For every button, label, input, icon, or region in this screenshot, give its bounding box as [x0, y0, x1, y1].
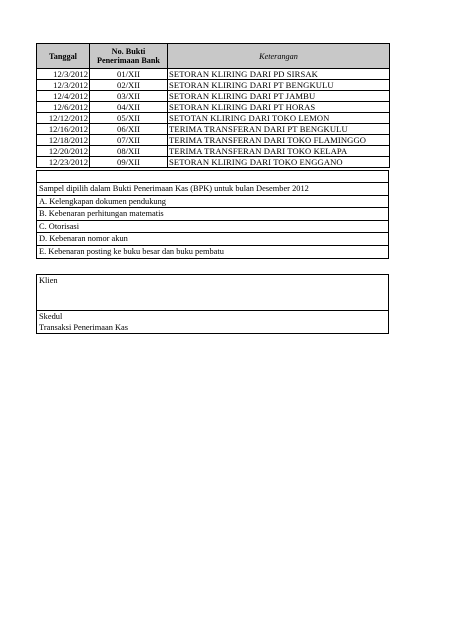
- klien-label: Klien: [39, 275, 58, 285]
- cell-keterangan: TERIMA TRANSFERAN DARI PT BENGKULU: [168, 124, 390, 135]
- blank-row: [36, 170, 389, 183]
- table-row: [37, 124, 390, 135]
- header-tanggal: Tanggal: [37, 44, 90, 69]
- spacer: [36, 259, 389, 274]
- receipts-table: [36, 43, 390, 168]
- note-line: A. Kelengkapan dokumen pendukung: [37, 195, 388, 208]
- cell-tanggal: 12/3/2012: [37, 80, 90, 91]
- cell-keterangan: SETORAN KLIRING DARI PD SIRSAK: [168, 69, 390, 80]
- cell-keterangan: SETOTAN KLIRING DARI TOKO LEMON: [168, 113, 390, 124]
- cell-bukti: 02/XII: [90, 80, 168, 91]
- cell-bukti: 07/XII: [90, 135, 168, 146]
- cell-bukti: 09/XII: [90, 157, 168, 168]
- note-line: D. Kebenaran nomor akun: [37, 232, 388, 245]
- table-row: [37, 157, 390, 168]
- skedul-box: [36, 311, 389, 334]
- cell-keterangan: SETORAN KLIRING DARI PT BENGKULU: [168, 80, 390, 91]
- cell-bukti: 03/XII: [90, 91, 168, 102]
- cell-bukti: 04/XII: [90, 102, 168, 113]
- table-body: [37, 69, 390, 168]
- header-bukti: No. Bukti Penerimaan Bank: [90, 44, 168, 69]
- cell-tanggal: 12/18/2012: [37, 135, 90, 146]
- cell-bukti: 01/XII: [90, 69, 168, 80]
- header-keterangan: Keterangan: [168, 44, 390, 69]
- cell-tanggal: 12/20/2012: [37, 146, 90, 157]
- sample-notes: [36, 183, 389, 259]
- cell-keterangan: SETORAN KLIRING DARI TOKO ENGGANO: [168, 157, 390, 168]
- worksheet: [36, 43, 389, 334]
- cell-tanggal: 12/6/2012: [37, 102, 90, 113]
- cell-bukti: 05/XII: [90, 113, 168, 124]
- table-row: [37, 69, 390, 80]
- note-line: C. Otorisasi: [37, 220, 388, 233]
- note-line: Sampel dipilih dalam Bukti Penerimaan Kas (BPK) untuk bulan Desember 2012: [39, 184, 309, 193]
- table-row: [37, 135, 390, 146]
- cell-bukti: 06/XII: [90, 124, 168, 135]
- table-row: [37, 146, 390, 157]
- cell-tanggal: 12/12/2012: [37, 113, 90, 124]
- table-row: [37, 113, 390, 124]
- table-row: [37, 91, 390, 102]
- cell-tanggal: 12/23/2012: [37, 157, 90, 168]
- cell-keterangan: TERIMA TRANSFERAN DARI TOKO KELAPA: [168, 146, 390, 157]
- skedul-label: Skedul: [39, 311, 63, 321]
- cell-bukti: 08/XII: [90, 146, 168, 157]
- klien-value-area: [37, 286, 388, 310]
- table-row: [37, 102, 390, 113]
- table-row: [37, 80, 390, 91]
- cell-tanggal: 12/3/2012: [37, 69, 90, 80]
- cell-keterangan: SETORAN KLIRING DARI PT HORAS: [168, 102, 390, 113]
- skedul-value: Transaksi Penerimaan Kas: [39, 322, 129, 332]
- table-header-row: [37, 44, 390, 69]
- klien-box: [36, 274, 389, 311]
- cell-tanggal: 12/4/2012: [37, 91, 90, 102]
- cell-tanggal: 12/16/2012: [37, 124, 90, 135]
- note-line: B. Kebenaran perhitungan matematis: [37, 207, 388, 220]
- cell-keterangan: TERIMA TRANSFERAN DARI TOKO FLAMINGGO: [168, 135, 390, 146]
- cell-keterangan: SETORAN KLIRING DARI PT JAMBU: [168, 91, 390, 102]
- note-line: E. Kebenaran posting ke buku besar dan buku pembatu: [37, 245, 388, 258]
